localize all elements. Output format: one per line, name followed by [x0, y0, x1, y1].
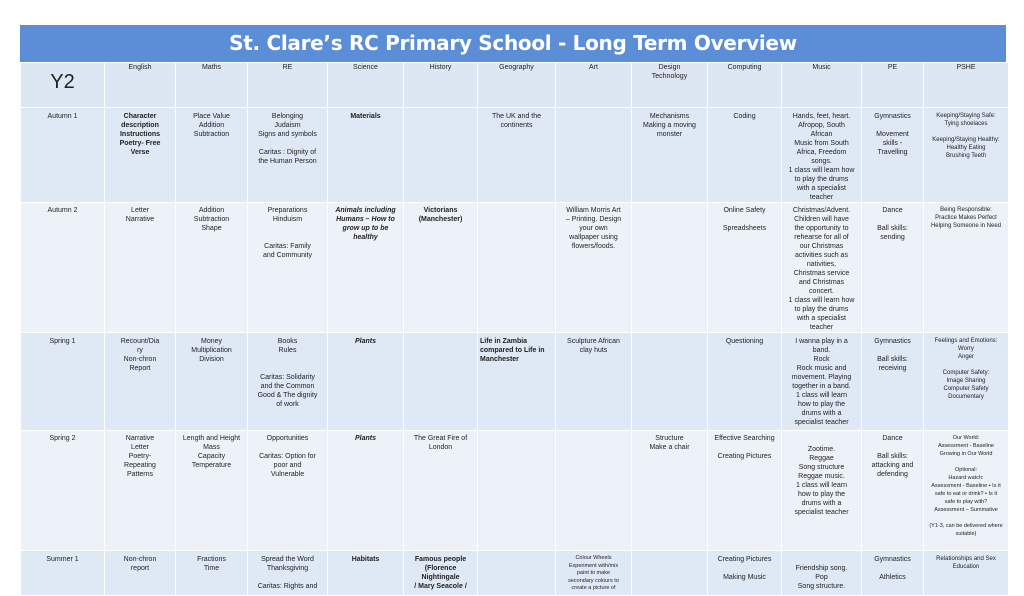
re-cell: Belonging Judaism Signs and symbols Caritas : Dignity of the Human Person	[248, 108, 328, 203]
subject-header: English	[105, 63, 176, 108]
art-cell	[556, 431, 632, 551]
subject-header: Science	[328, 63, 404, 108]
pe-cell: Dance Ball skills: attacking and defending	[862, 431, 924, 551]
music-cell: Hands, feet, heart. Afropop, South African Music from South Africa, Freedom songs. 1 class will learn how to play the drums with a specialist teacher	[782, 108, 862, 203]
pe-cell: Gymnastics Athletics	[862, 551, 924, 596]
english-cell: Non-chron report	[105, 551, 176, 596]
pe-cell: Dance Ball skills: sending	[862, 203, 924, 333]
re-cell: Spread the Word Thanksgiving Caritas: Rights and	[248, 551, 328, 596]
geography-cell	[478, 431, 556, 551]
pshe-cell: Our World: Assessment - Baseline Growing in Our World Optional: Hazard watch: Assessment - Baseline • Is it safe to eat or drink? • Is it safe to play with? Assessment – Summative (Y1-3, can be delivered where suitable)	[924, 431, 1009, 551]
pshe-cell: Relationships and Sex Education	[924, 551, 1009, 596]
science-cell: Plants	[328, 431, 404, 551]
dt-cell	[632, 551, 708, 596]
maths-cell: Money Multiplication Division	[176, 333, 248, 431]
dt-cell	[632, 203, 708, 333]
term-label: Spring 1	[21, 333, 105, 431]
computing-cell: Coding	[708, 108, 782, 203]
term-row-autumn-2	[21, 203, 1009, 333]
maths-cell: Fractions Time	[176, 551, 248, 596]
dt-cell: Mechanisms Making a moving monster	[632, 108, 708, 203]
term-row-spring-1	[21, 333, 1009, 431]
term-label: Summer 1	[21, 551, 105, 596]
music-cell: Christmas/Advent. Children will have the opportunity to rehearse for all of our Christmas activities such as nativities, Christmas service and Christmas concert. 1 class will learn how to play the drums with a specialist teacher	[782, 203, 862, 333]
science-cell: Animals including Humans – How to grow up to be healthy	[328, 203, 404, 333]
subject-header: PE	[862, 63, 924, 108]
science-cell: Materials	[328, 108, 404, 203]
dt-cell: Structure Make a chair	[632, 431, 708, 551]
term-row-spring-2	[21, 431, 1009, 551]
computing-cell: Online Safety Spreadsheets	[708, 203, 782, 333]
computing-cell: Creating Pictures Making Music	[708, 551, 782, 596]
geography-cell	[478, 203, 556, 333]
art-cell	[556, 108, 632, 203]
term-row-autumn-1	[21, 108, 1009, 203]
english-cell: Narrative Letter Poetry- Repeating Patterns	[105, 431, 176, 551]
art-cell: Colour Wheels Experiment with/mix paint to make secondary colours to create a picture of	[556, 551, 632, 596]
maths-cell: Addition Subtraction Shape	[176, 203, 248, 333]
computing-cell: Questioning	[708, 333, 782, 431]
geography-cell	[478, 551, 556, 596]
music-cell: Friendship song. Pop Song structure.	[782, 551, 862, 596]
subject-header: RE	[248, 63, 328, 108]
art-cell: Sculpture African clay huts	[556, 333, 632, 431]
science-cell: Plants	[328, 333, 404, 431]
history-cell: Victorians (Manchester)	[404, 203, 478, 333]
pshe-cell: Being Responsible: Practice Makes Perfect Helping Someone in Need	[924, 203, 1009, 333]
english-cell: Character description Instructions Poetry- Free Verse	[105, 108, 176, 203]
subject-header: Maths	[176, 63, 248, 108]
subject-header: PSHE	[924, 63, 1009, 108]
term-label: Autumn 1	[21, 108, 105, 203]
subject-header: Art	[556, 63, 632, 108]
overview-table	[20, 62, 1009, 596]
music-cell: I wanna play in a band. Rock Rock music and movement. Playing together in a band. 1 class will learn how to play the drums with a specialist teacher	[782, 333, 862, 431]
history-cell	[404, 333, 478, 431]
maths-cell: Length and Height Mass Capacity Temperature	[176, 431, 248, 551]
subject-header: History	[404, 63, 478, 108]
term-row-summer-1	[21, 551, 1009, 596]
pshe-cell: Feelings and Emotions: Worry Anger Computer Safety: Image Sharing Computer Safety Documentary	[924, 333, 1009, 431]
geography-cell: Life in Zambia compared to Life in Manchester	[478, 333, 556, 431]
term-label: Spring 2	[21, 431, 105, 551]
computing-cell: Effective Searching Creating Pictures	[708, 431, 782, 551]
year-label: Y2	[21, 63, 105, 108]
english-cell: Recount/Dia ry Non-chron Report	[105, 333, 176, 431]
art-cell: William Morris Art – Printing. Design your own wallpaper using flowers/foods.	[556, 203, 632, 333]
term-label: Autumn 2	[21, 203, 105, 333]
maths-cell: Place Value Addition Subtraction	[176, 108, 248, 203]
page-title: St. Clare’s RC Primary School - Long Term Overview	[20, 25, 1006, 62]
re-cell: Preparations Hinduism Caritas: Family and Community	[248, 203, 328, 333]
subject-header: Design Technology	[632, 63, 708, 108]
english-cell: Letter Narrative	[105, 203, 176, 333]
history-cell	[404, 108, 478, 203]
history-cell: Famous people (Florence Nightingale / Mary Seacole /	[404, 551, 478, 596]
pe-cell: Gymnastics Ball skills: receiving	[862, 333, 924, 431]
history-cell: The Great Fire of London	[404, 431, 478, 551]
subject-header: Geography	[478, 63, 556, 108]
header-row	[21, 63, 1009, 108]
subject-header: Music	[782, 63, 862, 108]
subject-header: Computing	[708, 63, 782, 108]
dt-cell	[632, 333, 708, 431]
music-cell: Zootime. Reggae Song structure Reggae music. 1 class will learn how to play the drums with a specialist teacher	[782, 431, 862, 551]
pshe-cell: Keeping/Staying Safe: Tying shoelaces Keeping/Staying Healthy: Healthy Eating Brushing Teeth	[924, 108, 1009, 203]
geography-cell: The UK and the continents	[478, 108, 556, 203]
re-cell: Books Rules Caritas: Solidarity and the Common Good & The dignity of work	[248, 333, 328, 431]
science-cell: Habitats	[328, 551, 404, 596]
re-cell: Opportunities Caritas: Option for poor and Vulnerable	[248, 431, 328, 551]
pe-cell: Gymnastics Movement skills - Travelling	[862, 108, 924, 203]
